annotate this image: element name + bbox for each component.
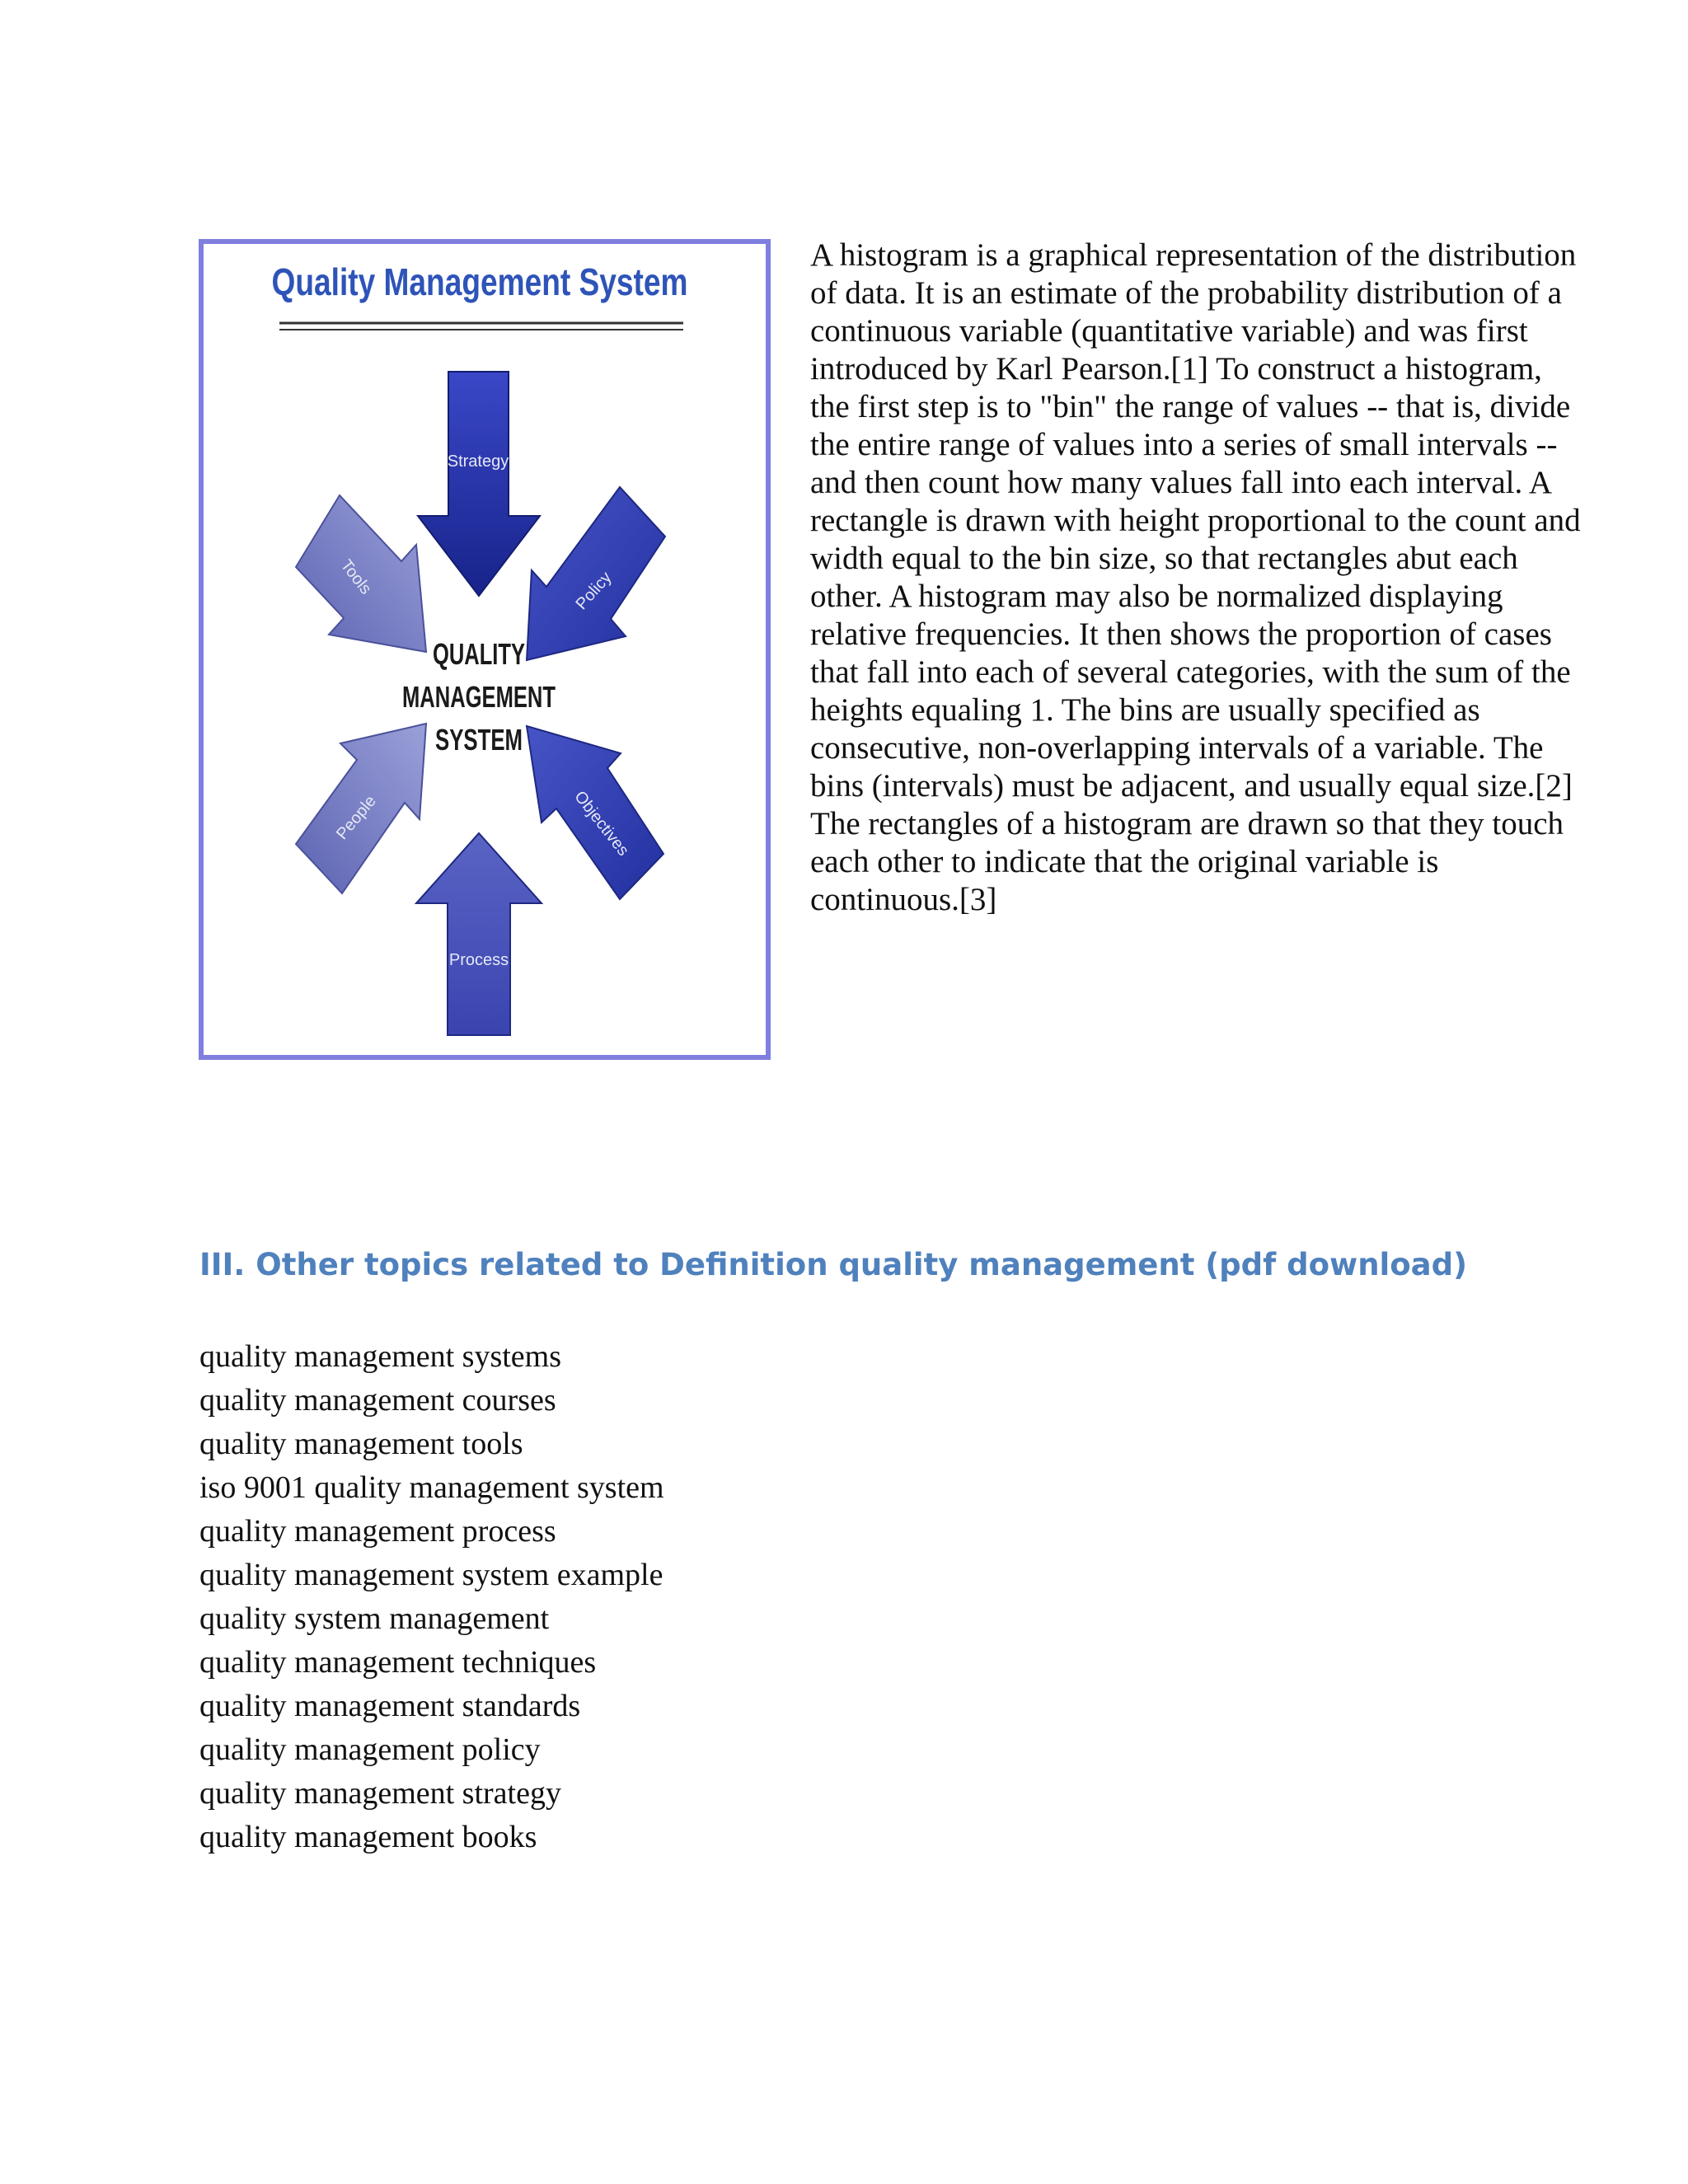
topic-item: quality management standards (199, 1689, 581, 1723)
topic-item: quality management books (199, 1820, 537, 1854)
tools-arrow (296, 495, 426, 652)
topic-item: quality management strategy (199, 1776, 561, 1811)
histogram-paragraph: A histogram is a graphical representation of the distribution of data. It is an estimate of the probability distribution of a continuous variable (quantitative variable) and was first introduced by Karl Pearson.[1] To construct a histogram, the first step is to "bin" the range of values -- that is, divide the entire range of values into a series of small intervals -- and then count how many values fall into each interval. A rectangle is drawn with height proportional to the count and width equal to the bin size, so that rectangles abut each other. A histogram may also be normalized displaying relative frequencies. It then shows the proportion of cases that fall into each of several categories, with the sum of the heights equaling 1. The bins are usually specified as consecutive, non-overlapping intervals of a variable. The bins (intervals) must be adjacent, and usually equal size.[2] The rectangles of a histogram are drawn so that they touch each other to indicate that the original variable is continuous.[3] (810, 237, 1581, 917)
qms-diagram (204, 244, 766, 1055)
topic-item: quality management tools (199, 1427, 523, 1461)
topic-item: quality management process (199, 1514, 556, 1549)
center-line-2: MANAGEMENT (402, 680, 556, 714)
objectives-arrow (527, 726, 663, 899)
topic-item: quality management courses (199, 1383, 556, 1418)
qms-figure (199, 239, 771, 1060)
policy-arrow (527, 487, 665, 660)
strategy-arrow (418, 372, 540, 596)
policy-label: Policy (572, 568, 616, 614)
qms-diagram-svg (204, 244, 766, 1055)
process-label: Process (448, 951, 509, 969)
center-line-1: QUALITY (433, 637, 525, 671)
section-heading: III. Other topics related to Definition quality management (pdf download) (199, 1247, 1468, 1282)
figure-title: Quality Management System (271, 260, 688, 303)
process-arrow (416, 833, 542, 1035)
topic-item: iso 9001 quality management system (199, 1470, 664, 1505)
objectives-label: Objectives (570, 787, 633, 860)
tools-label: Tools (336, 556, 375, 598)
related-topics-list (199, 1335, 664, 1859)
topic-item: quality management systems (199, 1339, 562, 1374)
topic-item: quality management techniques (199, 1645, 597, 1680)
topic-item: quality management system example (199, 1558, 663, 1592)
topic-item: quality management policy (199, 1732, 541, 1767)
people-label: People (332, 792, 380, 844)
strategy-label: Strategy (447, 452, 509, 471)
people-arrow (296, 724, 426, 893)
center-line-3: SYSTEM (435, 723, 523, 757)
topic-item: quality system management (199, 1601, 550, 1636)
